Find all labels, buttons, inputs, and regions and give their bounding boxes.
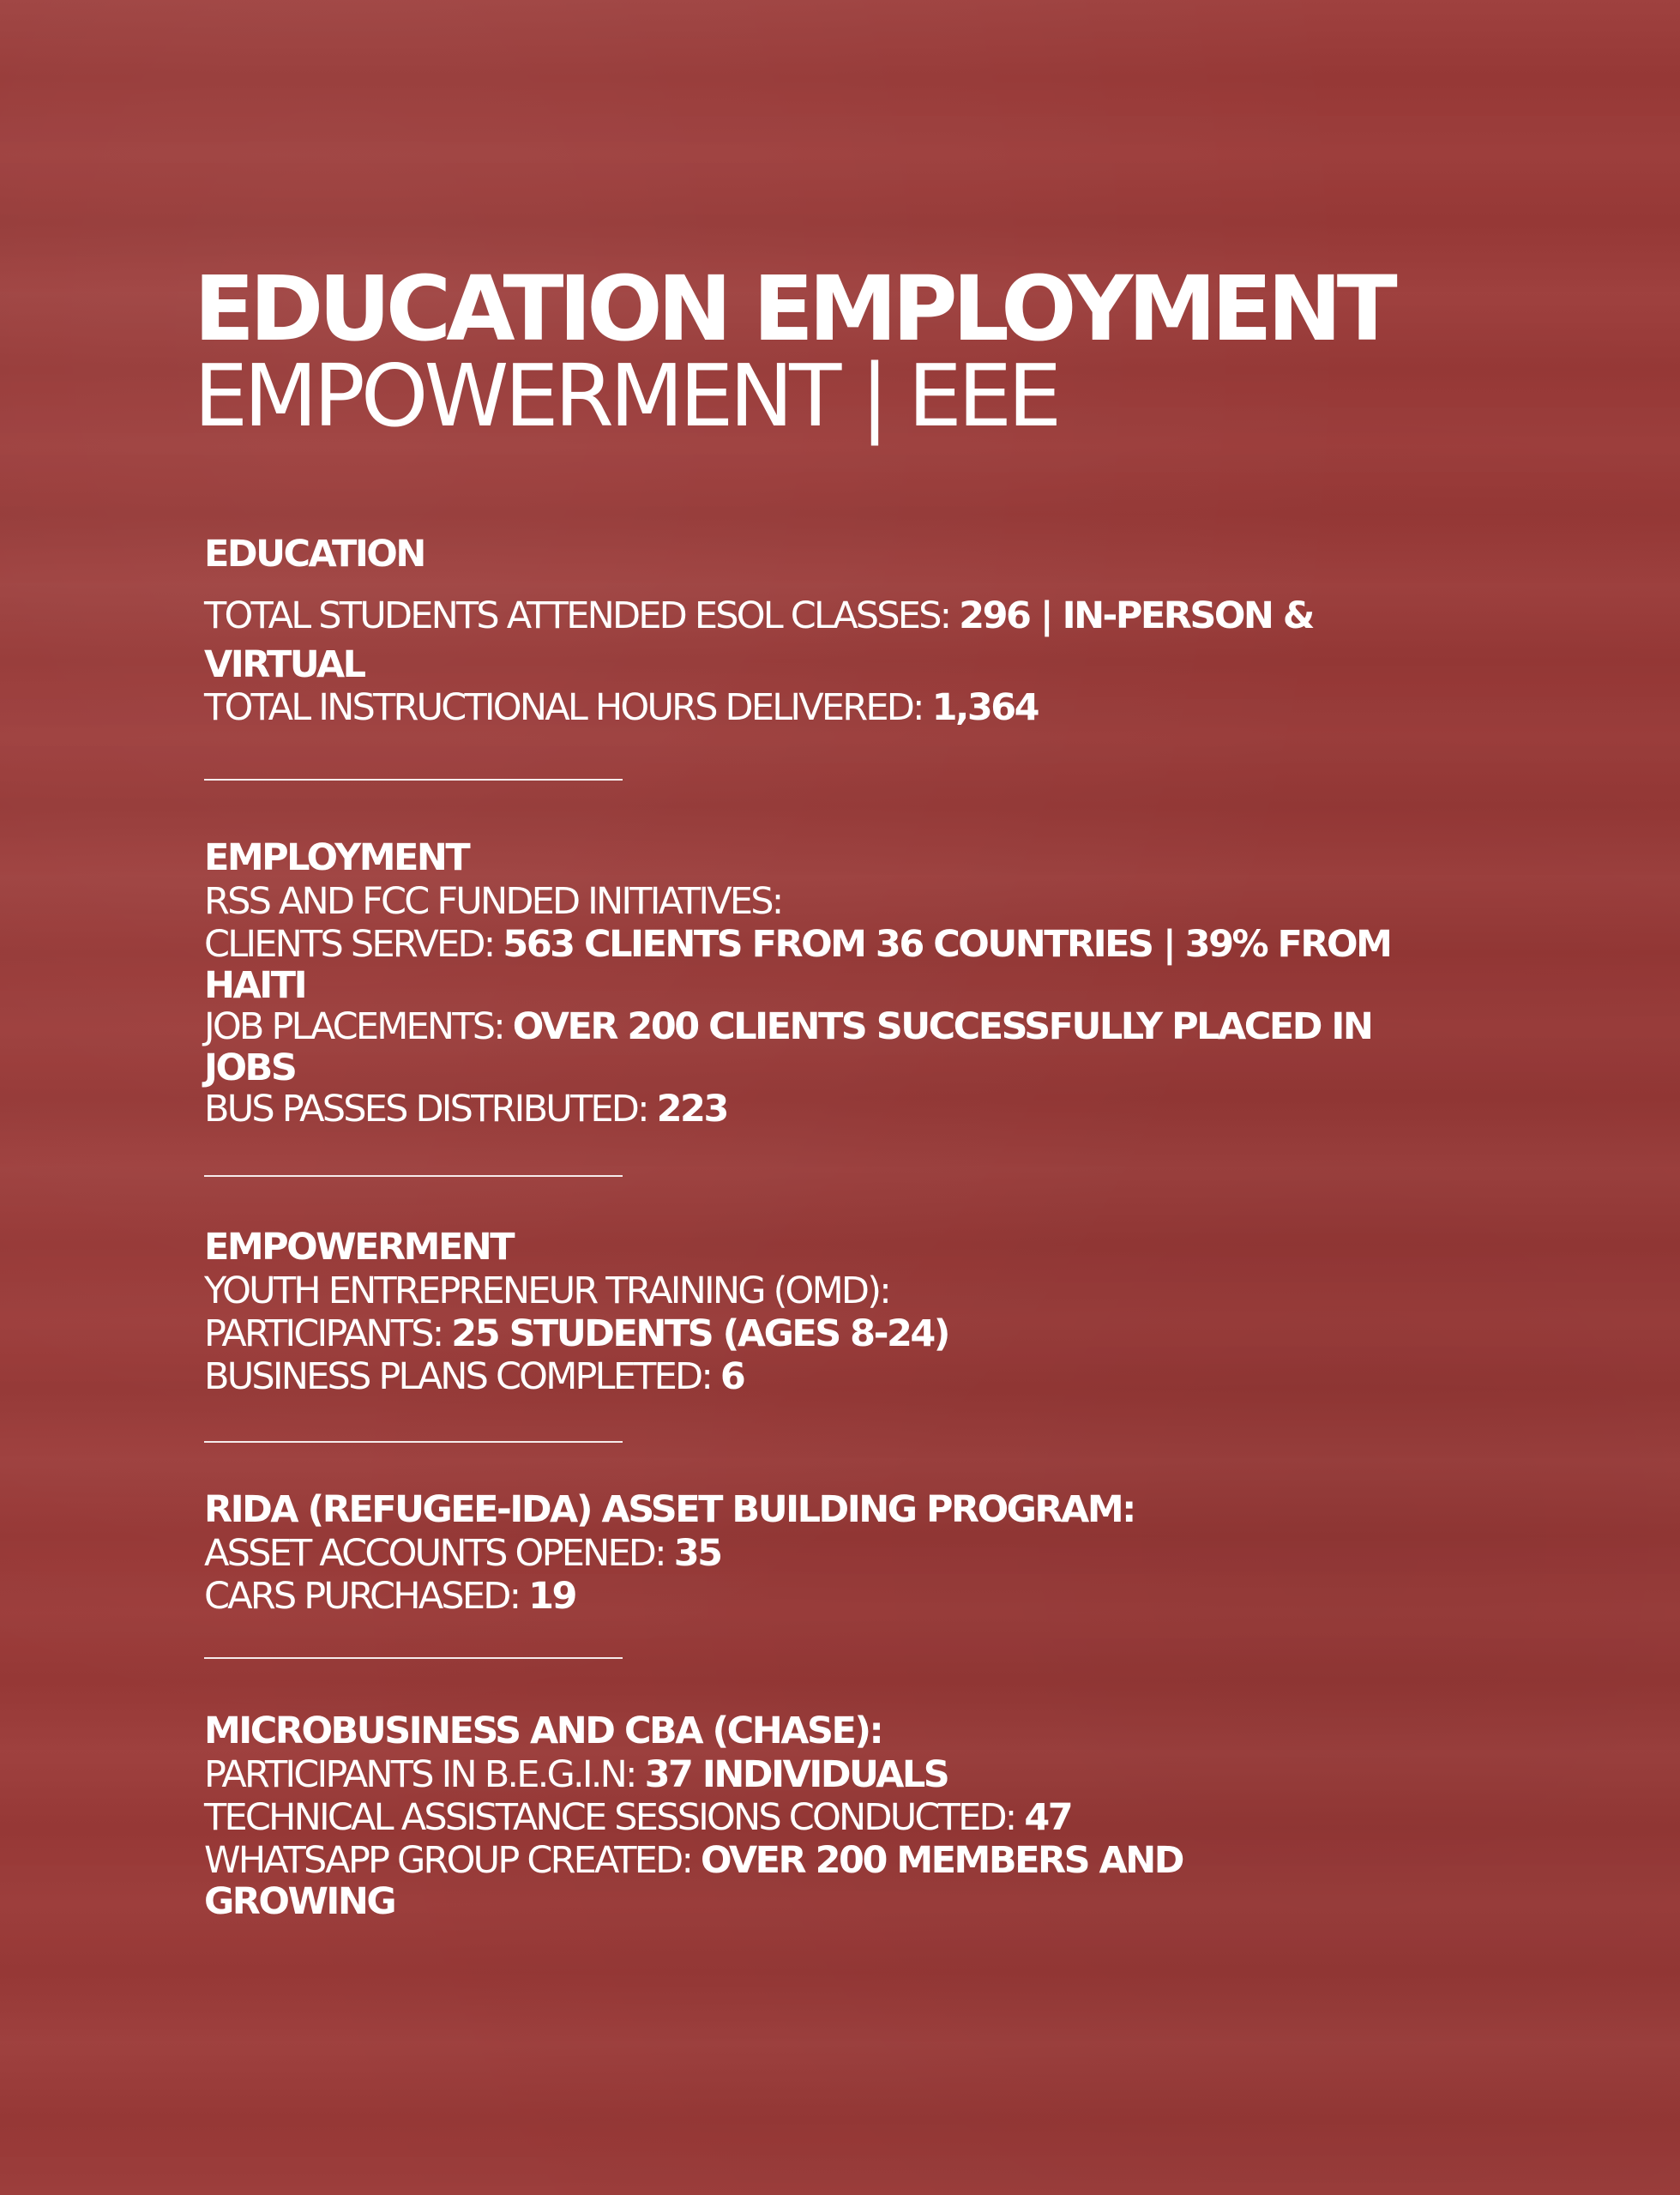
bus-passes-label: BUS PASSES DISTRIBUTED: (204, 1088, 657, 1131)
education-section (204, 532, 1593, 729)
whatsapp-group-line-cont (204, 1882, 1593, 1921)
asset-accounts-label: ASSET ACCOUNTS OPENED: (204, 1532, 674, 1575)
instructional-hours-value: 1,364 (931, 686, 1039, 729)
whatsapp-group-value-cont: GROWING (204, 1880, 395, 1923)
spacer (204, 1398, 1593, 1441)
stats-content (204, 532, 1593, 1921)
job-placements-line-cont (204, 1048, 1593, 1088)
cars-purchased-line (204, 1575, 1593, 1618)
cars-purchased-value: 19 (528, 1575, 575, 1618)
instructional-hours-line (204, 686, 1593, 729)
spacer (204, 1177, 1593, 1225)
participants-label: PARTICIPANTS: (204, 1312, 452, 1355)
participants-line (204, 1312, 1593, 1355)
whatsapp-group-label: WHATSAPP GROUP CREATED: (204, 1839, 701, 1882)
rida-heading: RIDA (REFUGEE-IDA) ASSET BUILDING PROGRAM: (204, 1488, 1135, 1531)
job-placements-value-cont: JOBS (204, 1046, 296, 1089)
clients-served-line-cont (204, 966, 1593, 1005)
clients-served-value-cont: HAITI (204, 964, 306, 1007)
instructional-hours-label: TOTAL INSTRUCTIONAL HOURS DELIVERED: (204, 686, 932, 729)
technical-assistance-value: 47 (1024, 1796, 1072, 1839)
whatsapp-group-line (204, 1839, 1593, 1882)
cars-purchased-label: CARS PURCHASED: (204, 1575, 529, 1618)
esol-students-line (204, 588, 1593, 643)
whatsapp-group-value: OVER 200 MEMBERS AND (701, 1839, 1183, 1882)
spacer (204, 576, 1593, 588)
business-plans-line (204, 1355, 1593, 1398)
business-plans-label: BUSINESS PLANS COMPLETED: (204, 1355, 720, 1398)
empowerment-heading: EMPOWERMENT (204, 1226, 514, 1269)
bus-passes-value: 223 (656, 1088, 727, 1131)
youth-training-line: YOUTH ENTREPRENEUR TRAINING (OMD): (204, 1269, 889, 1312)
spacer (204, 1618, 1593, 1657)
clients-served-value: 563 CLIENTS FROM 36 COUNTRIES | 39% FROM (503, 923, 1391, 966)
technical-assistance-line (204, 1796, 1593, 1839)
employment-heading: EMPLOYMENT (204, 836, 469, 879)
clients-served-line (204, 923, 1593, 966)
esol-students-value-cont: VIRTUAL (204, 643, 364, 686)
spacer (204, 781, 1593, 835)
spacer (204, 729, 1593, 779)
microbusiness-heading: MICROBUSINESS AND CBA (CHASE): (204, 1710, 882, 1752)
technical-assistance-label: TECHNICAL ASSISTANCE SESSIONS CONDUCTED: (204, 1796, 1025, 1839)
funded-initiatives-line: RSS AND FCC FUNDED INITIATIVES: (204, 880, 782, 923)
asset-accounts-line (204, 1532, 1593, 1575)
begin-participants-value: 37 INDIVIDUALS (644, 1753, 948, 1796)
empowerment-section (204, 1225, 1593, 1398)
bus-passes-line (204, 1088, 1593, 1131)
asset-accounts-value: 35 (673, 1532, 721, 1575)
employment-section (204, 835, 1593, 1131)
job-placements-line (204, 1005, 1593, 1048)
clients-served-label: CLIENTS SERVED: (204, 923, 503, 966)
job-placements-value: OVER 200 CLIENTS SUCCESSFULLY PLACED IN (512, 1005, 1372, 1048)
spacer (204, 1443, 1593, 1487)
esol-students-line-cont (204, 643, 1593, 686)
esol-students-value: 296 | IN-PERSON & (959, 594, 1313, 637)
microbusiness-section (204, 1709, 1593, 1921)
rida-section (204, 1487, 1593, 1618)
begin-participants-label: PARTICIPANTS IN B.E.G.I.N: (204, 1753, 645, 1796)
spacer (204, 1659, 1593, 1709)
job-placements-label: JOB PLACEMENTS: (204, 1005, 513, 1048)
begin-participants-line (204, 1753, 1593, 1796)
esol-students-label: TOTAL STUDENTS ATTENDED ESOL CLASSES: (204, 594, 960, 637)
participants-value: 25 STUDENTS (AGES 8-24) (451, 1312, 948, 1355)
education-heading: EDUCATION (204, 533, 425, 576)
title-line-bold: EDUCATION EMPLOYMENT (194, 256, 1393, 361)
business-plans-value: 6 (720, 1355, 744, 1398)
title-line-light: EMPOWERMENT | EEE (194, 346, 1058, 446)
spacer (204, 1131, 1593, 1175)
page-title (194, 256, 1652, 446)
